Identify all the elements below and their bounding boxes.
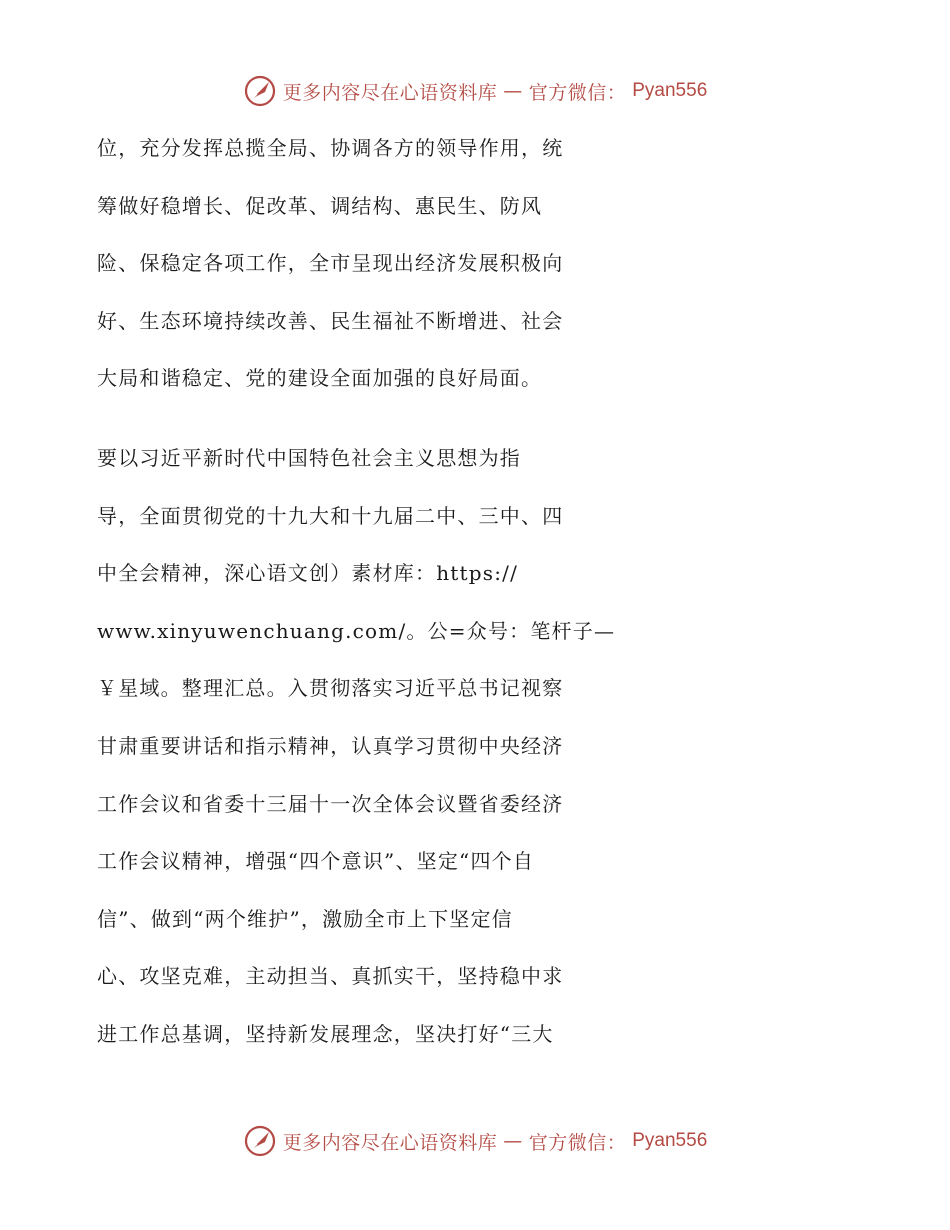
text-line: 中全会精神，深心语文创）素材库：https:// xyxy=(97,561,519,586)
text-line: 好、生态环境持续改善、民生福祉不断增进、社会 xyxy=(97,308,564,333)
text-line: 工作会议和省委十三届十一次全体会议暨省委经济 xyxy=(97,791,564,816)
paragraph-1 xyxy=(97,120,857,408)
watermark-dash: — xyxy=(503,1130,523,1152)
text-line: 要以习近平新时代中国特色社会主义思想为指 xyxy=(97,445,521,470)
text-line: 进工作总基调，坚持新发展理念，坚决打好“三大 xyxy=(97,1021,554,1046)
text-line: 导，全面贯彻党的十九大和十九届二中、三中、四 xyxy=(97,503,564,528)
text-line: 险、保稳定各项工作，全市呈现出经济发展积极向 xyxy=(97,251,564,276)
watermark-site-text: 更多内容尽在心语资料库 xyxy=(282,81,498,104)
quill-logo-icon xyxy=(243,1124,277,1158)
text-line: 工作会议精神，增强“四个意识”、坚定“四个自 xyxy=(97,849,535,874)
watermark-handle: Pyan556 xyxy=(632,1130,708,1151)
watermark-wechat-label: 官方微信： xyxy=(528,1131,627,1154)
header-watermark xyxy=(0,71,950,111)
text-line: 信”、做到“两个维护”，激励全市上下坚定信 xyxy=(97,906,513,931)
text-line: 心、攻坚克难，主动担当、真抓实干，坚持稳中求 xyxy=(97,964,564,989)
text-line: 甘肃重要讲话和指示精神，认真学习贯彻中央经济 xyxy=(97,733,564,758)
watermark-wechat-label: 官方微信： xyxy=(528,81,627,104)
paragraph-spacer xyxy=(97,408,857,430)
text-line: www.xinyuwenchuang.com/。公=众号：笔杆子— xyxy=(97,618,616,643)
text-line: 位，充分发挥总揽全局、协调各方的领导作用，统 xyxy=(97,136,564,160)
footer-watermark xyxy=(0,1121,950,1161)
watermark-handle: Pyan556 xyxy=(632,80,708,101)
quill-logo-icon xyxy=(243,74,277,108)
watermark-dash: — xyxy=(503,80,523,102)
text-line: ￥星域。整理汇总。入贯彻落实习近平总书记视察 xyxy=(97,676,564,701)
text-line: 大局和谐稳定、党的建设全面加强的良好局面。 xyxy=(97,366,543,391)
watermark-site-text: 更多内容尽在心语资料库 xyxy=(282,1131,498,1154)
paragraph-2 xyxy=(97,430,857,1064)
document-body xyxy=(97,120,857,1064)
text-line: 筹做好稳增长、促改革、调结构、惠民生、防风 xyxy=(97,193,543,218)
